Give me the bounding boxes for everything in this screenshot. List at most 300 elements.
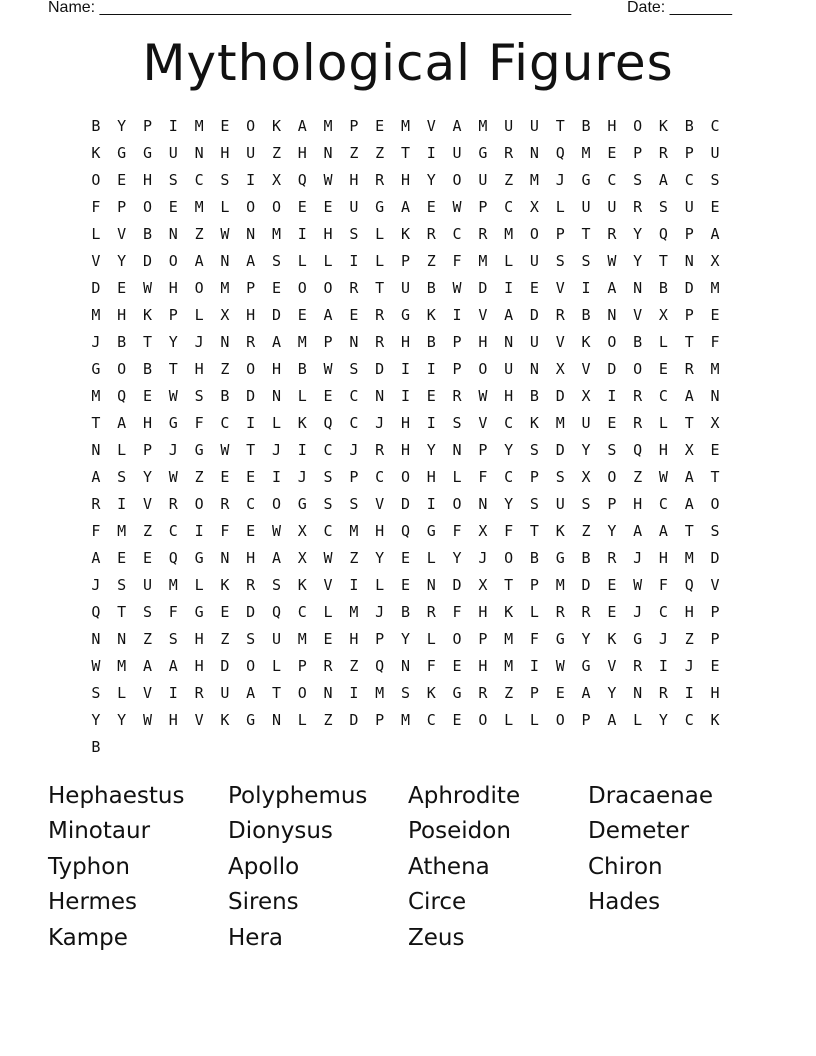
grid-letter[interactable]: O [246,197,256,216]
grid-letter[interactable]: P [452,332,462,351]
grid-letter[interactable]: U [529,251,539,270]
grid-letter[interactable]: B [426,332,436,351]
grid-letter[interactable]: H [194,629,204,648]
grid-letter[interactable]: P [478,197,488,216]
grid-letter[interactable]: U [142,575,152,594]
grid-letter[interactable]: A [684,386,694,405]
grid-letter[interactable]: O [91,170,101,189]
grid-letter[interactable]: M [323,116,333,135]
grid-letter[interactable]: E [220,602,230,621]
grid-letter[interactable]: S [529,440,539,459]
grid-letter[interactable]: J [91,575,101,594]
grid-letter[interactable]: U [607,197,617,216]
grid-letter[interactable]: P [142,116,152,135]
grid-letter[interactable]: S [581,251,591,270]
grid-letter[interactable]: E [220,116,230,135]
grid-letter[interactable]: B [142,224,152,243]
grid-letter[interactable]: O [607,467,617,486]
grid-letter[interactable]: W [555,656,565,675]
grid-letter[interactable]: L [375,575,385,594]
grid-letter[interactable]: G [633,629,643,648]
grid-letter[interactable]: T [400,143,410,162]
grid-letter[interactable]: Q [555,143,565,162]
grid-letter[interactable]: I [349,575,359,594]
grid-letter[interactable]: H [142,413,152,432]
grid-letter[interactable]: U [349,197,359,216]
grid-letter[interactable]: P [478,440,488,459]
grid-letter[interactable]: U [452,143,462,162]
grid-letter[interactable]: I [271,467,281,486]
grid-letter[interactable]: U [504,359,514,378]
grid-letter[interactable]: K [658,116,668,135]
grid-letter[interactable]: H [658,548,668,567]
grid-letter[interactable]: G [297,494,307,513]
grid-letter[interactable]: E [426,386,436,405]
grid-letter[interactable]: J [271,440,281,459]
grid-letter[interactable]: A [297,116,307,135]
grid-letter[interactable]: P [349,116,359,135]
grid-letter[interactable]: K [504,602,514,621]
grid-letter[interactable]: Y [607,521,617,540]
grid-letter[interactable]: K [220,710,230,729]
grid-letter[interactable]: M [117,521,127,540]
grid-letter[interactable]: P [633,143,643,162]
grid-letter[interactable]: R [375,332,385,351]
grid-letter[interactable]: Z [220,359,230,378]
grid-letter[interactable]: N [684,251,694,270]
grid-letter[interactable]: P [710,602,720,621]
grid-letter[interactable]: Q [658,224,668,243]
grid-letter[interactable]: S [271,251,281,270]
grid-letter[interactable]: T [684,521,694,540]
grid-letter[interactable]: U [581,197,591,216]
grid-letter[interactable]: J [684,656,694,675]
grid-letter[interactable]: L [91,224,101,243]
grid-letter[interactable]: K [297,413,307,432]
grid-letter[interactable]: E [452,710,462,729]
grid-letter[interactable]: Y [581,629,591,648]
grid-letter[interactable]: P [581,710,591,729]
date-field-label[interactable]: Date: _______ [627,0,732,16]
grid-letter[interactable]: I [504,278,514,297]
grid-letter[interactable]: A [607,278,617,297]
grid-letter[interactable]: N [349,332,359,351]
grid-letter[interactable]: E [400,575,410,594]
grid-letter[interactable]: M [478,251,488,270]
grid-letter[interactable]: M [710,278,720,297]
grid-letter[interactable]: H [400,413,410,432]
grid-letter[interactable]: P [684,143,694,162]
grid-letter[interactable]: L [220,197,230,216]
grid-letter[interactable]: V [555,278,565,297]
grid-letter[interactable]: B [581,548,591,567]
grid-letter[interactable]: L [117,683,127,702]
grid-letter[interactable]: S [633,170,643,189]
grid-letter[interactable]: J [91,332,101,351]
grid-letter[interactable]: W [452,197,462,216]
grid-letter[interactable]: V [426,116,436,135]
grid-letter[interactable]: N [529,359,539,378]
grid-letter[interactable]: E [297,305,307,324]
grid-letter[interactable]: I [349,683,359,702]
grid-letter[interactable]: R [504,143,514,162]
grid-letter[interactable]: S [323,467,333,486]
grid-letter[interactable]: F [91,197,101,216]
grid-letter[interactable]: O [504,548,514,567]
grid-letter[interactable]: R [375,170,385,189]
grid-letter[interactable]: D [246,386,256,405]
grid-letter[interactable]: T [504,575,514,594]
grid-letter[interactable]: G [194,602,204,621]
grid-letter[interactable]: B [658,278,668,297]
grid-letter[interactable]: X [220,305,230,324]
grid-letter[interactable]: A [607,710,617,729]
grid-letter[interactable]: N [529,143,539,162]
grid-letter[interactable]: Y [91,710,101,729]
grid-letter[interactable]: F [452,602,462,621]
grid-letter[interactable]: M [478,116,488,135]
grid-letter[interactable]: O [633,116,643,135]
grid-letter[interactable]: N [117,629,127,648]
grid-letter[interactable]: R [581,602,591,621]
grid-letter[interactable]: T [684,332,694,351]
grid-letter[interactable]: E [607,413,617,432]
grid-letter[interactable]: R [478,683,488,702]
grid-letter[interactable]: J [633,602,643,621]
grid-letter[interactable]: H [400,332,410,351]
grid-letter[interactable]: M [297,332,307,351]
grid-letter[interactable]: I [452,305,462,324]
grid-letter[interactable]: F [658,575,668,594]
grid-letter[interactable]: M [349,521,359,540]
grid-letter[interactable]: E [710,656,720,675]
grid-letter[interactable]: I [684,683,694,702]
grid-letter[interactable]: C [504,467,514,486]
grid-letter[interactable]: A [246,683,256,702]
grid-letter[interactable]: S [246,629,256,648]
grid-letter[interactable]: I [658,656,668,675]
grid-letter[interactable]: P [400,251,410,270]
grid-letter[interactable]: S [168,629,178,648]
grid-letter[interactable]: G [194,548,204,567]
grid-letter[interactable]: G [194,440,204,459]
grid-letter[interactable]: R [555,305,565,324]
grid-letter[interactable]: A [658,521,668,540]
grid-letter[interactable]: R [349,278,359,297]
grid-letter[interactable]: E [142,548,152,567]
grid-letter[interactable]: M [91,305,101,324]
grid-letter[interactable]: R [91,494,101,513]
grid-letter[interactable]: R [246,332,256,351]
grid-letter[interactable]: O [452,629,462,648]
grid-letter[interactable]: N [323,683,333,702]
grid-letter[interactable]: N [91,440,101,459]
grid-letter[interactable]: Q [400,521,410,540]
grid-letter[interactable]: P [684,224,694,243]
grid-letter[interactable]: E [297,197,307,216]
grid-letter[interactable]: E [246,521,256,540]
grid-letter[interactable]: J [478,548,488,567]
grid-letter[interactable]: D [91,278,101,297]
grid-letter[interactable]: U [168,143,178,162]
grid-letter[interactable]: J [658,629,668,648]
grid-letter[interactable]: P [452,359,462,378]
grid-letter[interactable]: I [400,359,410,378]
grid-letter[interactable]: Y [117,116,127,135]
grid-letter[interactable]: Q [684,575,694,594]
grid-letter[interactable]: X [271,170,281,189]
grid-letter[interactable]: U [246,143,256,162]
grid-letter[interactable]: R [633,386,643,405]
grid-letter[interactable]: H [246,548,256,567]
grid-letter[interactable]: L [555,197,565,216]
grid-letter[interactable]: N [271,386,281,405]
grid-letter[interactable]: R [426,602,436,621]
grid-letter[interactable]: E [117,170,127,189]
grid-letter[interactable]: C [607,170,617,189]
grid-letter[interactable]: U [478,170,488,189]
grid-letter[interactable]: J [297,467,307,486]
grid-letter[interactable]: N [452,440,462,459]
grid-letter[interactable]: J [375,602,385,621]
grid-letter[interactable]: H [684,602,694,621]
grid-letter[interactable]: H [297,143,307,162]
grid-letter[interactable]: I [349,251,359,270]
grid-letter[interactable]: I [246,413,256,432]
grid-letter[interactable]: W [452,278,462,297]
grid-letter[interactable]: N [220,332,230,351]
grid-letter[interactable]: T [555,116,565,135]
grid-letter[interactable]: O [194,278,204,297]
grid-letter[interactable]: L [658,413,668,432]
grid-letter[interactable]: B [220,386,230,405]
grid-letter[interactable]: W [607,251,617,270]
grid-letter[interactable]: C [375,467,385,486]
grid-letter[interactable]: I [297,224,307,243]
grid-letter[interactable]: K [400,224,410,243]
grid-letter[interactable]: W [168,467,178,486]
grid-letter[interactable]: R [555,602,565,621]
grid-letter[interactable]: E [246,467,256,486]
grid-letter[interactable]: N [633,278,643,297]
grid-letter[interactable]: F [426,656,436,675]
grid-letter[interactable]: G [168,413,178,432]
grid-letter[interactable]: I [117,494,127,513]
grid-letter[interactable]: D [555,386,565,405]
grid-letter[interactable]: C [323,521,333,540]
grid-letter[interactable]: L [271,656,281,675]
grid-letter[interactable]: W [323,359,333,378]
grid-letter[interactable]: C [323,440,333,459]
grid-letter[interactable]: A [142,656,152,675]
grid-letter[interactable]: I [581,278,591,297]
grid-letter[interactable]: P [529,467,539,486]
grid-letter[interactable]: C [246,494,256,513]
grid-letter[interactable]: H [168,710,178,729]
grid-letter[interactable]: R [194,683,204,702]
grid-letter[interactable]: E [168,197,178,216]
grid-letter[interactable]: F [91,521,101,540]
grid-letter[interactable]: X [297,521,307,540]
grid-letter[interactable]: Z [349,143,359,162]
grid-letter[interactable]: R [375,305,385,324]
grid-letter[interactable]: H [658,440,668,459]
grid-letter[interactable]: Q [168,548,178,567]
grid-letter[interactable]: C [684,170,694,189]
grid-letter[interactable]: X [658,305,668,324]
grid-letter[interactable]: D [400,494,410,513]
grid-letter[interactable]: Q [633,440,643,459]
grid-letter[interactable]: Z [349,656,359,675]
grid-letter[interactable]: W [271,521,281,540]
grid-letter[interactable]: P [607,494,617,513]
grid-letter[interactable]: K [710,710,720,729]
grid-letter[interactable]: A [246,251,256,270]
grid-letter[interactable]: C [426,710,436,729]
name-field-label[interactable]: Name: _____________________________________________________ [48,0,572,16]
grid-letter[interactable]: J [194,332,204,351]
grid-letter[interactable]: F [478,467,488,486]
grid-letter[interactable]: O [246,656,256,675]
grid-letter[interactable]: H [607,116,617,135]
grid-letter[interactable]: Z [375,143,385,162]
grid-letter[interactable]: Y [452,548,462,567]
grid-letter[interactable]: Y [117,710,127,729]
grid-letter[interactable]: L [194,305,204,324]
grid-letter[interactable]: B [91,737,101,756]
grid-letter[interactable]: E [323,197,333,216]
grid-letter[interactable]: F [710,332,720,351]
grid-letter[interactable]: H [246,305,256,324]
grid-letter[interactable]: Z [323,710,333,729]
grid-letter[interactable]: A [271,548,281,567]
grid-letter[interactable]: O [400,467,410,486]
grid-letter[interactable]: H [633,494,643,513]
grid-letter[interactable]: P [529,683,539,702]
grid-letter[interactable]: E [375,116,385,135]
grid-letter[interactable]: O [271,494,281,513]
grid-letter[interactable]: S [117,467,127,486]
grid-letter[interactable]: X [555,359,565,378]
grid-letter[interactable]: S [710,521,720,540]
grid-letter[interactable]: C [349,386,359,405]
grid-letter[interactable]: I [297,440,307,459]
grid-letter[interactable]: H [349,629,359,648]
grid-letter[interactable]: L [452,467,462,486]
grid-letter[interactable]: V [478,413,488,432]
grid-letter[interactable]: D [684,278,694,297]
grid-letter[interactable]: A [117,413,127,432]
grid-letter[interactable]: D [607,359,617,378]
grid-letter[interactable]: V [607,656,617,675]
grid-letter[interactable]: I [607,386,617,405]
grid-letter[interactable]: B [91,116,101,135]
grid-letter[interactable]: S [555,251,565,270]
grid-letter[interactable]: C [504,197,514,216]
grid-letter[interactable]: W [478,386,488,405]
grid-letter[interactable]: L [323,602,333,621]
grid-letter[interactable]: J [168,440,178,459]
grid-letter[interactable]: W [220,440,230,459]
grid-letter[interactable]: K [555,521,565,540]
grid-letter[interactable]: T [142,332,152,351]
grid-letter[interactable]: W [168,386,178,405]
grid-letter[interactable]: D [246,602,256,621]
grid-letter[interactable]: N [220,251,230,270]
grid-letter[interactable]: Y [400,629,410,648]
grid-letter[interactable]: T [246,440,256,459]
grid-letter[interactable]: S [323,494,333,513]
grid-letter[interactable]: M [297,629,307,648]
grid-letter[interactable]: I [246,170,256,189]
grid-letter[interactable]: L [117,440,127,459]
grid-letter[interactable]: L [297,251,307,270]
grid-letter[interactable]: Z [220,629,230,648]
grid-letter[interactable]: S [117,575,127,594]
grid-letter[interactable]: H [426,467,436,486]
grid-letter[interactable]: F [452,521,462,540]
grid-letter[interactable]: I [426,359,436,378]
grid-letter[interactable]: K [297,575,307,594]
grid-letter[interactable]: A [504,305,514,324]
grid-letter[interactable]: Q [271,602,281,621]
grid-letter[interactable]: Y [504,440,514,459]
grid-letter[interactable]: T [168,359,178,378]
grid-letter[interactable]: T [91,413,101,432]
grid-letter[interactable]: B [684,116,694,135]
grid-letter[interactable]: X [710,413,720,432]
grid-letter[interactable]: L [271,413,281,432]
grid-letter[interactable]: O [297,278,307,297]
grid-letter[interactable]: M [504,629,514,648]
grid-letter[interactable]: V [710,575,720,594]
grid-letter[interactable]: H [400,440,410,459]
grid-letter[interactable]: V [478,305,488,324]
grid-letter[interactable]: M [271,224,281,243]
grid-letter[interactable]: K [426,305,436,324]
grid-letter[interactable]: S [349,224,359,243]
grid-letter[interactable]: F [168,602,178,621]
grid-letter[interactable]: O [194,494,204,513]
grid-letter[interactable]: H [271,359,281,378]
grid-letter[interactable]: W [220,224,230,243]
grid-letter[interactable]: P [117,197,127,216]
grid-letter[interactable]: M [710,359,720,378]
grid-letter[interactable]: M [375,683,385,702]
grid-letter[interactable]: K [142,305,152,324]
grid-letter[interactable]: U [504,116,514,135]
grid-letter[interactable]: X [529,197,539,216]
grid-letter[interactable]: M [504,224,514,243]
grid-letter[interactable]: Z [142,629,152,648]
grid-letter[interactable]: I [168,683,178,702]
grid-letter[interactable]: S [194,386,204,405]
grid-letter[interactable]: X [684,440,694,459]
grid-letter[interactable]: B [529,386,539,405]
grid-letter[interactable]: W [142,278,152,297]
grid-letter[interactable]: E [607,575,617,594]
grid-letter[interactable]: G [400,305,410,324]
grid-letter[interactable]: J [555,170,565,189]
grid-letter[interactable]: E [349,305,359,324]
grid-letter[interactable]: D [710,548,720,567]
grid-letter[interactable]: X [581,386,591,405]
grid-letter[interactable]: L [633,710,643,729]
grid-letter[interactable]: M [400,116,410,135]
grid-letter[interactable]: Z [142,521,152,540]
grid-letter[interactable]: B [581,116,591,135]
grid-letter[interactable]: Z [633,467,643,486]
